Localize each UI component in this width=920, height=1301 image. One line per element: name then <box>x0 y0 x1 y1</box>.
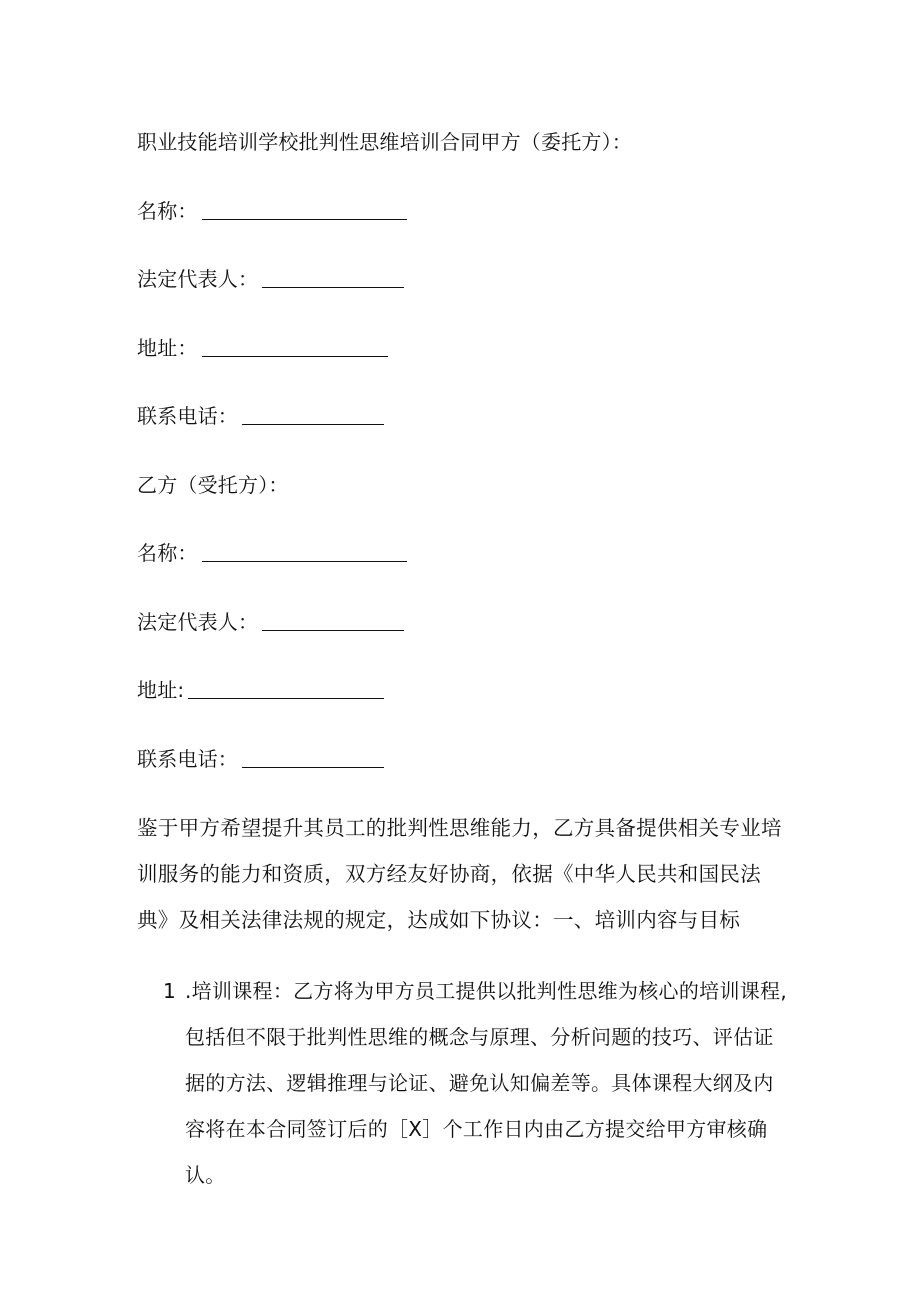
party-a-name-blank <box>202 199 407 220</box>
party-b-address-blank <box>188 678 384 699</box>
party-a-name-row <box>137 197 407 225</box>
clause-1-number: 1 <box>163 979 177 1003</box>
party-b-heading: 乙方（受托方）： <box>137 473 289 497</box>
party-b-phone-label: 联系电话： <box>137 747 238 771</box>
party-a-rep-row <box>137 265 404 293</box>
party-b-name-blank <box>202 541 407 562</box>
party-b-phone-row <box>137 745 384 773</box>
party-a-phone-row <box>137 402 384 430</box>
party-a-address-row <box>137 334 388 362</box>
party-a-rep-label: 法定代表人： <box>137 267 259 291</box>
clause-1-text: .培训课程：乙方将为甲方员工提供以批判性思维为核心的培训课程,包括但不限于批判性思维的概念与原理、分析问题的技巧、评估证据的方法、逻辑推理与论证、避免认知偏差等。具体课程大纲及内容将在本合同签订后的［X］个工作日内由乙方提交给甲方审核确认。 <box>185 979 788 1187</box>
clause-1 <box>163 968 793 1198</box>
party-b-address-row <box>137 676 384 704</box>
party-b-rep-row <box>137 608 404 636</box>
party-a-address-blank <box>202 336 388 357</box>
party-b-address-label: 地址: <box>137 678 185 702</box>
party-a-rep-blank <box>262 267 404 288</box>
party-a-name-label: 名称： <box>137 199 198 223</box>
preamble-paragraph: 鉴于甲方希望提升其员工的批判性思维能力，乙方具备提供相关专业培训服务的能力和资质，双方经友好协商，依据《中华人民共和国民法典》及相关法律法规的规定，达成如下协议：一、培训内容与目标 <box>137 816 782 932</box>
party-a-phone-label: 联系电话： <box>137 404 238 428</box>
party-a-address-label: 地址： <box>137 336 198 360</box>
party-b-name-label: 名称： <box>137 541 198 565</box>
contract-title: 职业技能培训学校批判性思维培训合同甲方（委托方）： <box>137 130 632 154</box>
party-b-name-row <box>137 539 407 567</box>
party-a-phone-blank <box>242 404 384 425</box>
party-b-rep-label: 法定代表人： <box>137 610 259 634</box>
party-b-rep-blank <box>262 610 404 631</box>
party-b-phone-blank <box>242 747 384 768</box>
